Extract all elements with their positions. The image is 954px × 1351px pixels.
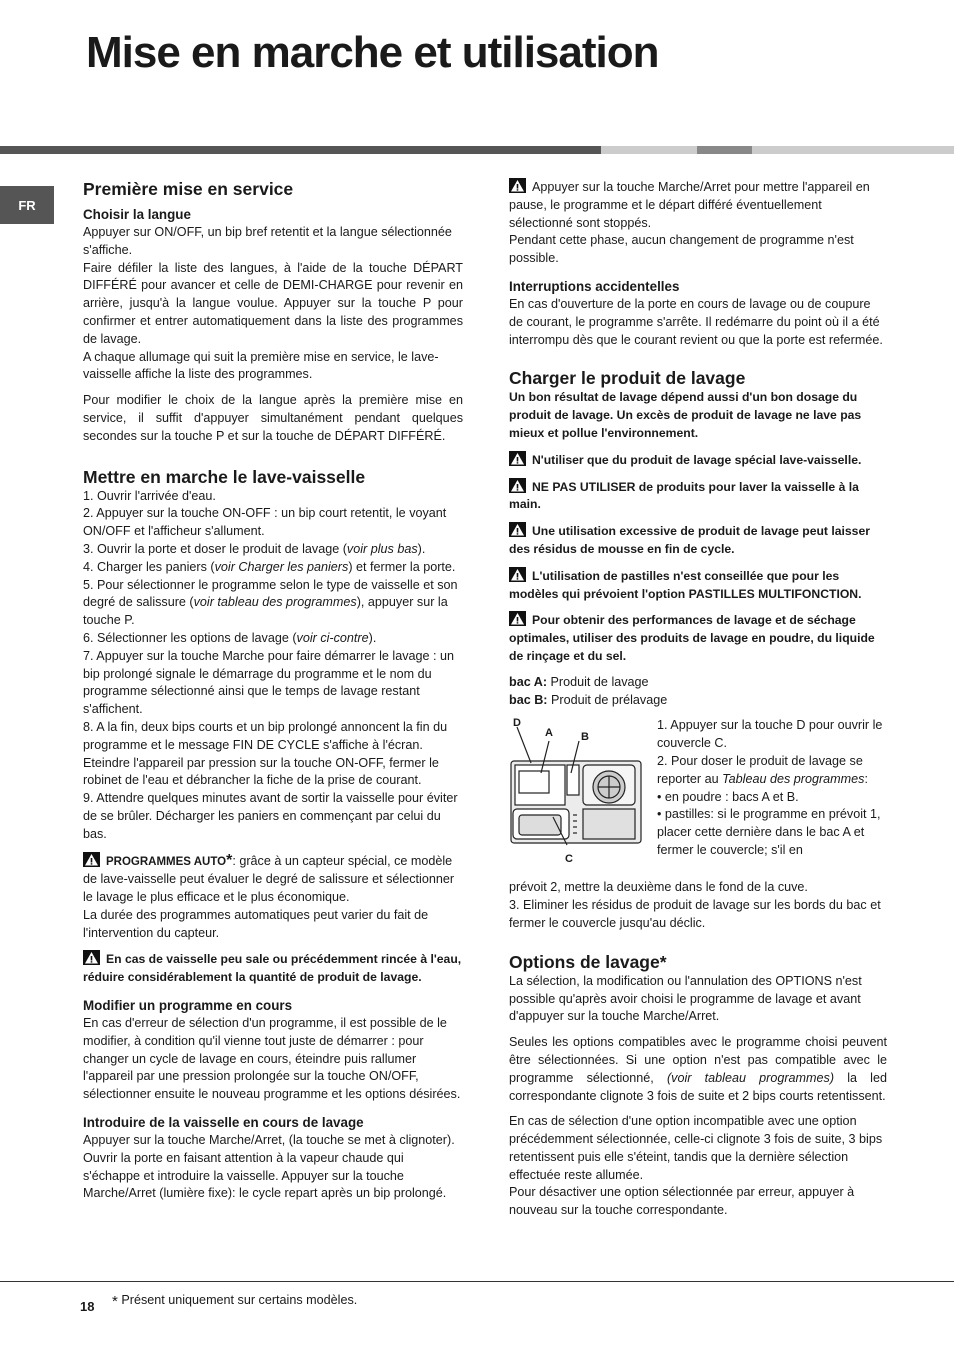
warning-item: L'utilisation de pastilles n'est conseillée que pour les modèles qui prévoient l'option PASTILLES MULTIFONCTION. [509,568,862,601]
pause-paragraph: Appuyer sur la touche Marche/Arret pour mettre l'appareil en pause, le programme et le départ différé éventuellement sélectionné sont stoppés. [509,180,870,230]
section-title-first-use: Première mise en service [83,179,294,199]
paragraph: Seules les options compatibles avec le programme choisi peuvent être sélectionnées. Si une option n'est pas compatible avec le programme sélectionné, (voir tableau programmes) la led correspondante clignote 3 fois de suite et 2 bips courts retentissent. [509,1035,887,1103]
warning-triangle-icon [509,178,526,193]
bac-b-line: bac B: Produit de prélavage [509,692,668,707]
bac-a-line: bac A: Produit de lavage [509,674,649,689]
right-column [509,178,887,1220]
warning-triangle-icon [83,950,100,965]
detergent-intro: Un bon résultat de lavage dépend aussi d'un bon dosage du produit de lavage. Un excès de produit de lavage ne lave pas mieux et pollue l'environnement. [509,390,862,440]
list-item: 6. Sélectionner les options de lavage (voir ci-contre). [83,630,377,645]
paragraph: En cas de sélection d'une option incompatible avec une option précédemment sélectionnée, celle-ci clignote 3 fois de suite, 3 bips retentissent puis elle s'éteint, tandis que la dernière sélection effectuée reste allumée. [509,1114,883,1182]
list-item: 1. Appuyer sur la touche D pour ouvrir le couvercle C. [657,718,883,751]
page-number: 18 [80,1299,95,1314]
paragraph: Pour modifier le choix de la langue après la première mise en service, il suffit d'appuyer simultanément pendant quelques secondes sur la touche P et sur la touche de DÉPART DIFFÉRÉ. [83,393,463,443]
header-bar-light-2 [752,146,954,154]
list-item: 8. A la fin, deux bips courts et un bip prolongé annoncent la fin du programme et le message FIN DE CYCLE s'affiche à l'écran. Eteindre l'appareil par pression sur la touche ON-OFF, fermer le robinet de l'eau et débrancher la fiche de la prise de courant. [83,719,448,788]
list-item: • en poudre : bacs A et B. [657,789,799,804]
header-bar-dark [0,146,601,154]
list-item: • pastilles: si le programme en prévoit 1, placer cette dernière dans le bac A et fermer le couvercle; s'il en [657,807,881,857]
subtitle-add-dishes: Introduire de la vaisselle en cours de lavage [83,1115,364,1131]
warning-triangle-icon [83,852,100,867]
header-bar-light-1 [601,146,697,154]
left-column [83,178,463,1203]
subtitle-interruptions: Interruptions accidentelles [509,278,680,294]
footnote: * Présent uniquement sur certains modèles. [112,1293,358,1310]
paragraph: En cas d'ouverture de la porte en cours de lavage ou de coupure de courant, le programme s'arrête. Il redémarre du point où il a été interrompu dès que le courant revient ou que la porte est refermée. [509,296,883,347]
section-title-detergent: Charger le produit de lavage [509,368,746,389]
label-C: C [565,853,573,866]
paragraph: Appuyer sur la touche Marche/Arret, (la touche se met à clignoter). Ouvrir la porte en faisant attention à la vapeur chaude qui s'échappe et introduire la vaisselle. Appuyer sur la touche Marche/Arret (lumière fixe): le cycle repart après un bip prolongé. [83,1133,455,1201]
warning-item: Une utilisation excessive de produit de lavage peut laisser des résidus de mousse en fin de cycle. [509,524,870,556]
warning-item: NE PAS UTILISER de produits pour laver la vaisselle à la main. [509,479,859,512]
list-item: 1. Ouvrir l'arrivée d'eau. [83,488,216,503]
dispenser-instructions [657,717,887,859]
page-title: Mise en marche et utilisation [86,28,659,77]
dispenser-section [509,717,887,879]
warning-triangle-icon [509,522,526,537]
paragraph: Pendant cette phase, aucun changement de programme n'est possible. [509,233,854,266]
section-title-options: Options de lavage* [509,951,667,972]
list-item: 2. Pour doser le produit de lavage se reporter au Tableau des programmes: [657,753,868,786]
list-item: 7. Appuyer sur la touche Marche pour faire démarrer le lavage : un bip prolongé signale le démarrage du programme et le nom du programme sélectionné ainsi que le temps de lavage restant s'affichent. [83,648,455,717]
list-item: 5. Pour sélectionner le programme selon le type de vaisselle et son degré de salissure (voir tableau des programmes), appuyer sur la touche P. [83,577,458,628]
list-item: 2. Appuyer sur la touche ON-OFF : un bip court retentit, le voyant ON/OFF et l'afficheur s'allument. [83,506,447,539]
list-item: prévoit 2, mettre la deuxième dans le fond de la cuve. [509,880,808,895]
subtitle-modify-program: Modifier un programme en cours [83,998,293,1014]
warning-item: N'utiliser que du produit de lavage spécial lave-vaisselle. [509,451,887,470]
label-A: A [545,727,553,740]
warning-triangle-icon [509,567,526,582]
subtitle-choose-language: Choisir la langue [83,207,191,222]
warning-triangle-icon [509,451,526,466]
paragraph: Appuyer sur ON/OFF, un bip bref retentit et la langue sélectionnée s'affiche. [83,225,452,257]
paragraph: La durée des programmes automatiques peut varier du fait de l'intervention du capteur. [83,907,429,940]
language-tab: FR [0,186,54,224]
warning-item: Pour obtenir des performances de lavage et de séchage optimales, utiliser des produits de lavage en poudre, du liquide de rinçage et du sel. [509,613,875,663]
paragraph: A chaque allumage qui suit la première mise en service, le lave-vaisselle affiche la liste des programmes. [83,349,439,382]
list-item: 3. Eliminer les résidus de produit de lavage sur les bords du bac et fermer le couvercle jusqu'au déclic. [509,898,881,930]
warning-light-soil: En cas de vaisselle peu sale ou précédemment rincée à l'eau, réduire considérablement la quantité de produit de lavage. [83,952,462,985]
list-item: 3. Ouvrir la porte et doser le produit de lavage (voir plus bas). [83,541,426,556]
warning-triangle-icon [509,478,526,493]
list-item: 4. Charger les paniers (voir Charger les paniers) et fermer la porte. [83,559,456,574]
section-title-start: Mettre en marche le lave-vaisselle [83,466,366,487]
auto-programs-paragraph: PROGRAMMES AUTO*: grâce à un capteur spécial, ce modèle de lave-vaisselle peut évaluer le degré de salissure et sélectionner le lavage le plus efficace et le plus économique. [83,851,455,905]
paragraph: La sélection, la modification ou l'annulation des OPTIONS n'est possible qu'après avoir choisi le programme de lavage et avant d'appuyer sur la touche Marche/Arret. [509,973,862,1024]
detergent-dispenser-illustration [509,717,645,867]
paragraph: Pour désactiver une option sélectionnée par erreur, appuyer à nouveau sur la touche correspondante. [509,1185,855,1218]
warning-triangle-icon [509,611,526,626]
footer-rule [0,1281,954,1282]
paragraph: En cas d'erreur de sélection d'un programme, il est possible de le modifier, à condition qu'il vienne tout juste de démarrer : pour changer un cycle de lavage en cours, éteindre puis rallumer l'appareil par une pression prolongée sur la touche ON/OFF, sélectionner ensuite le nouveau programme et les options désirées. [83,1016,461,1102]
header-bar-mid [697,146,752,154]
list-item: 9. Attendre quelques minutes avant de sortir la vaisselle pour éviter de se brûler. Décharger les paniers en commençant par celui du bas. [83,791,458,841]
paragraph: Faire défiler la liste des langues, à l'aide de la touche DÉPART DIFFÉRÉ pour avancer et celle de DEMI-CHARGE pour revenir en arrière, jusqu'à la langue voulue. Appuyer sur la touche P pour confirmer et entrer automatiquement dans la liste des programmes de lavage. [83,260,463,346]
label-D: D [513,717,521,730]
label-B: B [581,731,589,744]
